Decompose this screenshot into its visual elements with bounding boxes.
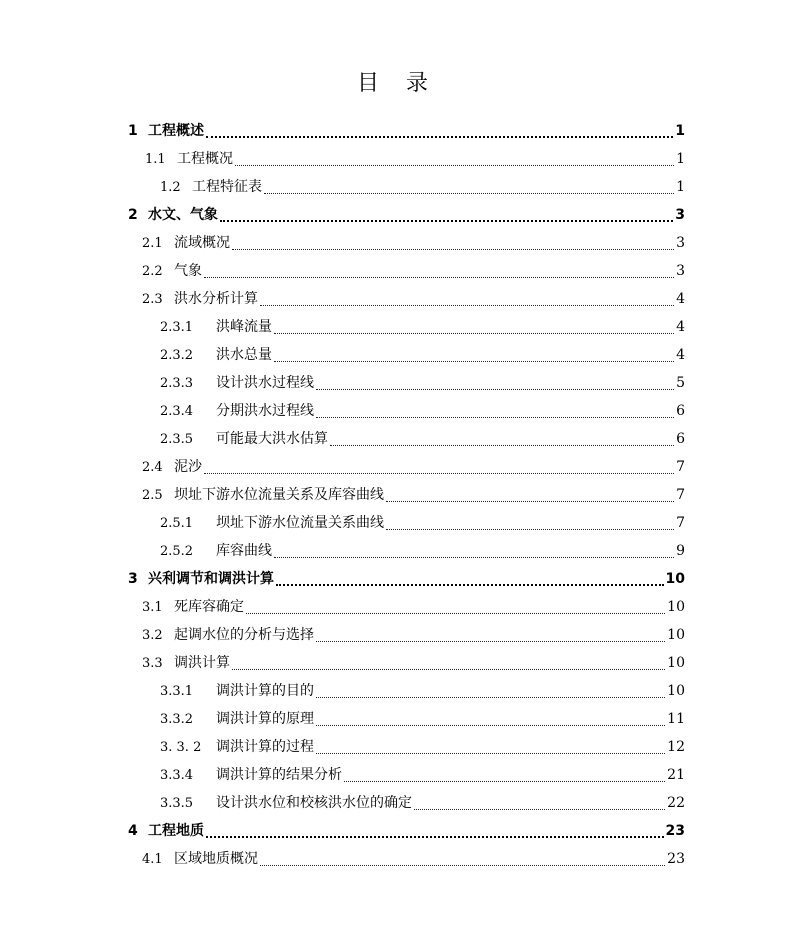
toc-entry-page: 4 [676, 319, 685, 335]
dot-leader [206, 136, 673, 138]
toc-entry-number: 2.4 [142, 460, 163, 475]
toc-entry-number: 1.1 [145, 152, 166, 167]
dot-leader [316, 389, 674, 390]
toc-entry-page: 11 [667, 711, 685, 727]
toc-entry-title: 库容曲线 [216, 543, 272, 559]
toc-entry-number: 2.5.1 [160, 516, 194, 531]
toc-entry[interactable] [142, 258, 685, 284]
toc-entry[interactable] [160, 174, 685, 200]
toc-entry-number: 2 [128, 207, 138, 223]
toc-entry[interactable] [145, 146, 685, 172]
toc-entry-title: 工程特征表 [192, 179, 262, 195]
dot-leader [260, 865, 665, 866]
dot-leader [316, 641, 665, 642]
toc-entry[interactable] [142, 846, 685, 872]
toc-entry-title: 洪水总量 [216, 347, 272, 363]
toc-entry-page: 3 [676, 235, 685, 251]
toc-entry-number: 2.2 [142, 264, 163, 279]
toc-entry-number: 4.1 [142, 852, 163, 867]
toc-entry-page: 7 [676, 459, 685, 475]
dot-leader [220, 220, 673, 222]
toc-entry-number: 3.3 [142, 656, 163, 671]
toc-entry-number: 3.3.4 [160, 768, 194, 783]
dot-leader [344, 781, 665, 782]
dot-leader [274, 361, 674, 362]
toc-entry-page: 12 [667, 739, 685, 755]
toc-entry-number: 2.3.5 [160, 432, 194, 447]
toc-entry-page: 10 [667, 627, 685, 643]
toc-entry-title: 设计洪水位和校核洪水位的确定 [216, 795, 412, 811]
toc-entry-number: 2.5 [142, 488, 163, 503]
toc-entry-title: 流域概况 [174, 235, 230, 251]
toc-entry-number: 3.3.5 [160, 796, 194, 811]
toc-entry-page: 6 [676, 431, 685, 447]
toc-entry-page: 7 [676, 515, 685, 531]
toc-entry-title: 区域地质概况 [174, 851, 258, 867]
toc-entry[interactable] [160, 398, 685, 424]
toc-entry[interactable] [160, 342, 685, 368]
toc-entry-number: 3 [128, 571, 138, 587]
toc-entry-title: 工程概况 [177, 151, 233, 167]
dot-leader [274, 333, 674, 334]
toc-entry-title: 调洪计算 [174, 655, 230, 671]
toc-entry-number: 2.1 [142, 236, 163, 251]
dot-leader [204, 473, 674, 474]
toc-entry-title: 分期洪水过程线 [216, 403, 314, 419]
toc-entry-title: 坝址下游水位流量关系曲线 [216, 515, 384, 531]
dot-leader [204, 277, 674, 278]
toc-entry-title: 洪水分析计算 [174, 291, 258, 307]
toc-entry-number: 3.3.2 [160, 712, 194, 727]
toc-entry[interactable] [142, 594, 685, 620]
dot-leader [386, 529, 674, 530]
toc-entry-title: 调洪计算的原理 [216, 711, 314, 727]
toc-entry-page: 23 [665, 823, 685, 839]
toc-entry[interactable] [142, 650, 685, 676]
toc-entry-number: 2.3 [142, 292, 163, 307]
toc-entry-title: 调洪计算的结果分析 [216, 767, 342, 783]
toc-entry-page: 10 [667, 655, 685, 671]
toc-entry[interactable] [160, 734, 685, 760]
toc-entry-number: 2.3.2 [160, 348, 194, 363]
toc-entry[interactable] [160, 678, 685, 704]
toc-entry-number: 2.3.3 [160, 376, 194, 391]
toc-entry-page: 21 [667, 767, 685, 783]
toc-entry-number: 4 [128, 823, 138, 839]
dot-leader [316, 417, 674, 418]
toc-entry[interactable] [160, 510, 685, 536]
dot-leader [316, 753, 665, 754]
toc-entry-page: 5 [676, 375, 685, 391]
toc-entry-title: 调洪计算的目的 [216, 683, 314, 699]
toc-entry-title: 水文、气象 [148, 207, 218, 223]
toc-entry[interactable] [160, 790, 685, 816]
toc-entry-number: 3.1 [142, 600, 163, 615]
toc-entry[interactable] [128, 566, 685, 592]
toc-entry-page: 4 [676, 347, 685, 363]
toc-entry-title: 设计洪水过程线 [216, 375, 314, 391]
toc-entry[interactable] [128, 202, 685, 228]
toc-entry-title: 调洪计算的过程 [216, 739, 314, 755]
toc-entry-number: 3.3.1 [160, 684, 194, 699]
toc-entry[interactable] [142, 454, 685, 480]
toc-entry[interactable] [142, 286, 685, 312]
toc-entry-title: 起调水位的分析与选择 [174, 627, 314, 643]
dot-leader [232, 249, 674, 250]
toc-entry-title: 气象 [174, 263, 202, 279]
dot-leader [316, 697, 665, 698]
dot-leader [414, 809, 665, 810]
toc-entry-title: 工程地质 [148, 823, 204, 839]
toc-entry-title: 坝址下游水位流量关系及库容曲线 [174, 487, 384, 503]
toc-entry-page: 10 [667, 599, 685, 615]
toc-entry[interactable] [160, 426, 685, 452]
toc-entry-page: 10 [667, 683, 685, 699]
dot-leader [330, 445, 674, 446]
toc-entry-number: 1.2 [160, 180, 181, 195]
toc-entry-number: 3.2 [142, 628, 163, 643]
dot-leader [316, 725, 665, 726]
dot-leader [260, 305, 674, 306]
toc-entry-page: 3 [675, 207, 685, 223]
toc-entry-title: 工程概述 [148, 123, 204, 139]
toc-entry-title: 兴利调节和调洪计算 [148, 571, 274, 587]
toc-entry[interactable] [142, 482, 685, 508]
toc-entry-title: 可能最大洪水估算 [216, 431, 328, 447]
toc-entry-page: 3 [676, 263, 685, 279]
dot-leader [264, 193, 674, 194]
toc-entry[interactable] [142, 622, 685, 648]
dot-leader [386, 501, 674, 502]
dot-leader [235, 165, 674, 166]
toc-entry-page: 23 [667, 851, 685, 867]
toc-entry-page: 7 [676, 487, 685, 503]
toc-entry[interactable] [142, 230, 685, 256]
dot-leader [232, 669, 665, 670]
toc-entry-number: 2.5.2 [160, 544, 194, 559]
toc-entry[interactable] [128, 118, 685, 144]
toc-entry-page: 4 [676, 291, 685, 307]
toc-entry-page: 1 [676, 151, 685, 167]
dot-leader [206, 836, 664, 838]
toc-entry[interactable] [160, 706, 685, 732]
page-title: 目 录 [357, 71, 438, 96]
toc-entry-page: 9 [676, 543, 685, 559]
toc-entry-title: 洪峰流量 [216, 319, 272, 335]
toc-entry-page: 1 [675, 123, 685, 139]
dot-leader [274, 557, 674, 558]
toc-entry-title: 死库容确定 [174, 599, 244, 615]
dot-leader [246, 613, 665, 614]
toc-entry[interactable] [160, 314, 685, 340]
toc-entry-page: 1 [676, 179, 685, 195]
toc-entry-number: 1 [128, 123, 138, 139]
toc-entry-number: 3. 3. 2 [160, 740, 202, 755]
toc-entry[interactable] [160, 762, 685, 788]
toc-entry[interactable] [160, 370, 685, 396]
toc-entry[interactable] [128, 818, 685, 844]
toc-entry-number: 2.3.1 [160, 320, 194, 335]
toc-entry-page: 22 [667, 795, 685, 811]
dot-leader [276, 584, 664, 586]
toc-entry[interactable] [160, 538, 685, 564]
toc-entry-page: 6 [676, 403, 685, 419]
toc-entry-number: 2.3.4 [160, 404, 194, 419]
toc-entry-page: 10 [665, 571, 685, 587]
toc-entry-title: 泥沙 [174, 459, 202, 475]
